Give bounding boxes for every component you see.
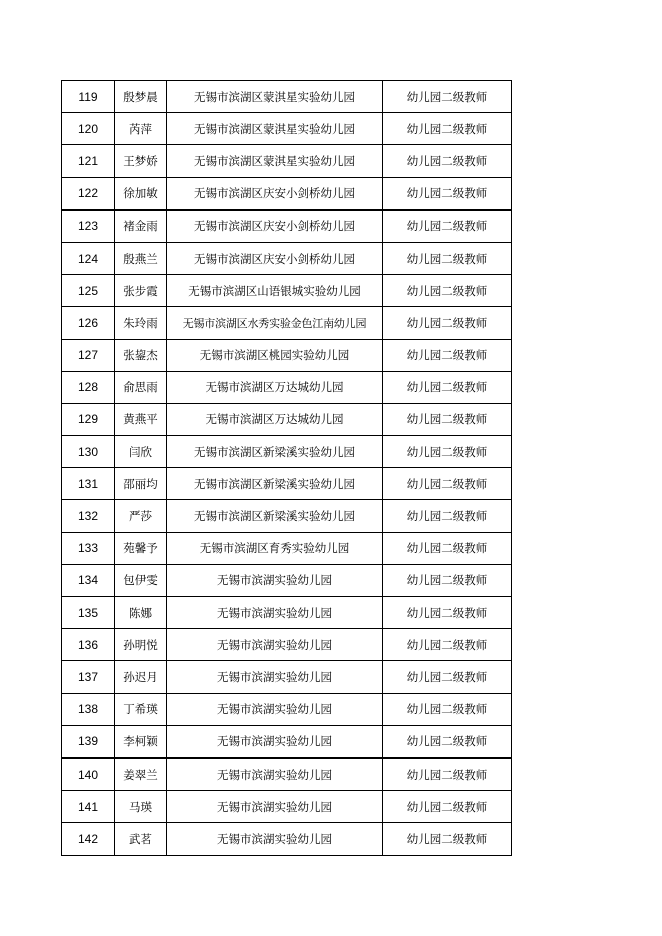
- table-row: [62, 177, 512, 210]
- unit-name-cell: 无锡市滨湖区育秀实验幼儿园: [167, 532, 383, 564]
- unit-name-cell: 无锡市滨湖区庆安小剑桥幼儿园: [167, 177, 383, 210]
- table-row: [62, 275, 512, 307]
- unit-name-cell: 无锡市滨湖实验幼儿园: [167, 823, 383, 855]
- job-title-cell: 幼儿园二级教师: [383, 532, 512, 564]
- teacher-name-cell: 严莎: [115, 500, 167, 532]
- teacher-name-cell: 张步霞: [115, 275, 167, 307]
- job-title-cell: 幼儿园二级教师: [383, 725, 512, 758]
- row-number-cell: 140: [62, 758, 115, 791]
- job-title-cell: 幼儿园二级教师: [383, 791, 512, 823]
- unit-name-cell: 无锡市滨湖实验幼儿园: [167, 629, 383, 661]
- table-row: [62, 436, 512, 468]
- table-row: [62, 371, 512, 403]
- job-title-cell: 幼儿园二级教师: [383, 242, 512, 274]
- table-row: [62, 823, 512, 855]
- teacher-name-cell: 芮萍: [115, 113, 167, 145]
- teacher-name-cell: 王梦娇: [115, 145, 167, 177]
- table-row: [62, 791, 512, 823]
- teacher-name-cell: 武茗: [115, 823, 167, 855]
- teacher-name-cell: 姜翠兰: [115, 758, 167, 791]
- row-number-cell: 139: [62, 725, 115, 758]
- table-row: [62, 339, 512, 371]
- job-title-cell: 幼儿园二级教师: [383, 823, 512, 855]
- table-row: [62, 597, 512, 629]
- table-row: [62, 468, 512, 500]
- table-row: [62, 564, 512, 596]
- job-title-cell: 幼儿园二级教师: [383, 758, 512, 791]
- row-number-cell: 122: [62, 177, 115, 210]
- row-number-cell: 127: [62, 339, 115, 371]
- unit-name-cell: 无锡市滨湖区蒙淇星实验幼儿园: [167, 145, 383, 177]
- unit-name-cell: 无锡市滨湖区庆安小剑桥幼儿园: [167, 210, 383, 243]
- unit-name-cell: 无锡市滨湖区蒙淇星实验幼儿园: [167, 81, 383, 113]
- unit-name-cell: 无锡市滨湖实验幼儿园: [167, 597, 383, 629]
- row-number-cell: 128: [62, 371, 115, 403]
- table-row: [62, 113, 512, 145]
- table-row: [62, 532, 512, 564]
- teacher-name-cell: 张鋆杰: [115, 339, 167, 371]
- job-title-cell: 幼儿园二级教师: [383, 81, 512, 113]
- table-row: [62, 693, 512, 725]
- table-row: [62, 500, 512, 532]
- job-title-cell: 幼儿园二级教师: [383, 145, 512, 177]
- job-title-cell: 幼儿园二级教师: [383, 371, 512, 403]
- job-title-cell: 幼儿园二级教师: [383, 693, 512, 725]
- row-number-cell: 131: [62, 468, 115, 500]
- unit-name-cell: 无锡市滨湖区万达城幼儿园: [167, 371, 383, 403]
- table-row: [62, 629, 512, 661]
- teacher-name-cell: 邵丽均: [115, 468, 167, 500]
- table-row: [62, 758, 512, 791]
- job-title-cell: 幼儿园二级教师: [383, 436, 512, 468]
- teacher-name-cell: 陈娜: [115, 597, 167, 629]
- teacher-name-cell: 朱玲雨: [115, 307, 167, 339]
- table-row: [62, 661, 512, 693]
- table-row: [62, 403, 512, 435]
- unit-name-cell: 无锡市滨湖区万达城幼儿园: [167, 403, 383, 435]
- teacher-name-cell: 黄燕平: [115, 403, 167, 435]
- row-number-cell: 132: [62, 500, 115, 532]
- job-title-cell: 幼儿园二级教师: [383, 468, 512, 500]
- job-title-cell: 幼儿园二级教师: [383, 113, 512, 145]
- roster-table: [61, 80, 512, 856]
- row-number-cell: 121: [62, 145, 115, 177]
- row-number-cell: 138: [62, 693, 115, 725]
- teacher-name-cell: 马瑛: [115, 791, 167, 823]
- unit-name-cell: 无锡市滨湖区水秀实验金色江南幼儿园: [167, 307, 383, 339]
- unit-name-cell: 无锡市滨湖区新梁溪实验幼儿园: [167, 436, 383, 468]
- row-number-cell: 124: [62, 242, 115, 274]
- teacher-name-cell: 李柯颖: [115, 725, 167, 758]
- job-title-cell: 幼儿园二级教师: [383, 210, 512, 243]
- table-row: [62, 145, 512, 177]
- row-number-cell: 119: [62, 81, 115, 113]
- job-title-cell: 幼儿园二级教师: [383, 403, 512, 435]
- teacher-name-cell: 苑馨予: [115, 532, 167, 564]
- unit-name-cell: 无锡市滨湖实验幼儿园: [167, 661, 383, 693]
- row-number-cell: 123: [62, 210, 115, 243]
- teacher-name-cell: 闫欣: [115, 436, 167, 468]
- job-title-cell: 幼儿园二级教师: [383, 629, 512, 661]
- table-row: [62, 81, 512, 113]
- unit-name-cell: 无锡市滨湖区庆安小剑桥幼儿园: [167, 242, 383, 274]
- row-number-cell: 126: [62, 307, 115, 339]
- teacher-name-cell: 丁希瑛: [115, 693, 167, 725]
- teacher-name-cell: 孙迟月: [115, 661, 167, 693]
- teacher-name-cell: 褚金雨: [115, 210, 167, 243]
- row-number-cell: 120: [62, 113, 115, 145]
- job-title-cell: 幼儿园二级教师: [383, 307, 512, 339]
- job-title-cell: 幼儿园二级教师: [383, 564, 512, 596]
- unit-name-cell: 无锡市滨湖区桃园实验幼儿园: [167, 339, 383, 371]
- unit-name-cell: 无锡市滨湖区新梁溪实验幼儿园: [167, 500, 383, 532]
- roster-body: [62, 81, 512, 856]
- row-number-cell: 129: [62, 403, 115, 435]
- unit-name-cell: 无锡市滨湖实验幼儿园: [167, 564, 383, 596]
- table-row: [62, 242, 512, 274]
- teacher-name-cell: 俞思雨: [115, 371, 167, 403]
- job-title-cell: 幼儿园二级教师: [383, 597, 512, 629]
- teacher-name-cell: 包伊雯: [115, 564, 167, 596]
- row-number-cell: 130: [62, 436, 115, 468]
- row-number-cell: 125: [62, 275, 115, 307]
- unit-name-cell: 无锡市滨湖实验幼儿园: [167, 758, 383, 791]
- table-row: [62, 307, 512, 339]
- table-row: [62, 725, 512, 758]
- job-title-cell: 幼儿园二级教师: [383, 500, 512, 532]
- job-title-cell: 幼儿园二级教师: [383, 275, 512, 307]
- unit-name-cell: 无锡市滨湖实验幼儿园: [167, 725, 383, 758]
- teacher-name-cell: 孙明悦: [115, 629, 167, 661]
- row-number-cell: 133: [62, 532, 115, 564]
- row-number-cell: 137: [62, 661, 115, 693]
- row-number-cell: 136: [62, 629, 115, 661]
- row-number-cell: 135: [62, 597, 115, 629]
- unit-name-cell: 无锡市滨湖区山语银城实验幼儿园: [167, 275, 383, 307]
- row-number-cell: 142: [62, 823, 115, 855]
- row-number-cell: 134: [62, 564, 115, 596]
- unit-name-cell: 无锡市滨湖区新梁溪实验幼儿园: [167, 468, 383, 500]
- teacher-name-cell: 殷燕兰: [115, 242, 167, 274]
- job-title-cell: 幼儿园二级教师: [383, 661, 512, 693]
- unit-name-cell: 无锡市滨湖实验幼儿园: [167, 791, 383, 823]
- unit-name-cell: 无锡市滨湖实验幼儿园: [167, 693, 383, 725]
- job-title-cell: 幼儿园二级教师: [383, 339, 512, 371]
- unit-name-cell: 无锡市滨湖区蒙淇星实验幼儿园: [167, 113, 383, 145]
- teacher-name-cell: 殷梦晨: [115, 81, 167, 113]
- row-number-cell: 141: [62, 791, 115, 823]
- job-title-cell: 幼儿园二级教师: [383, 177, 512, 210]
- table-row: [62, 210, 512, 243]
- teacher-name-cell: 徐加敏: [115, 177, 167, 210]
